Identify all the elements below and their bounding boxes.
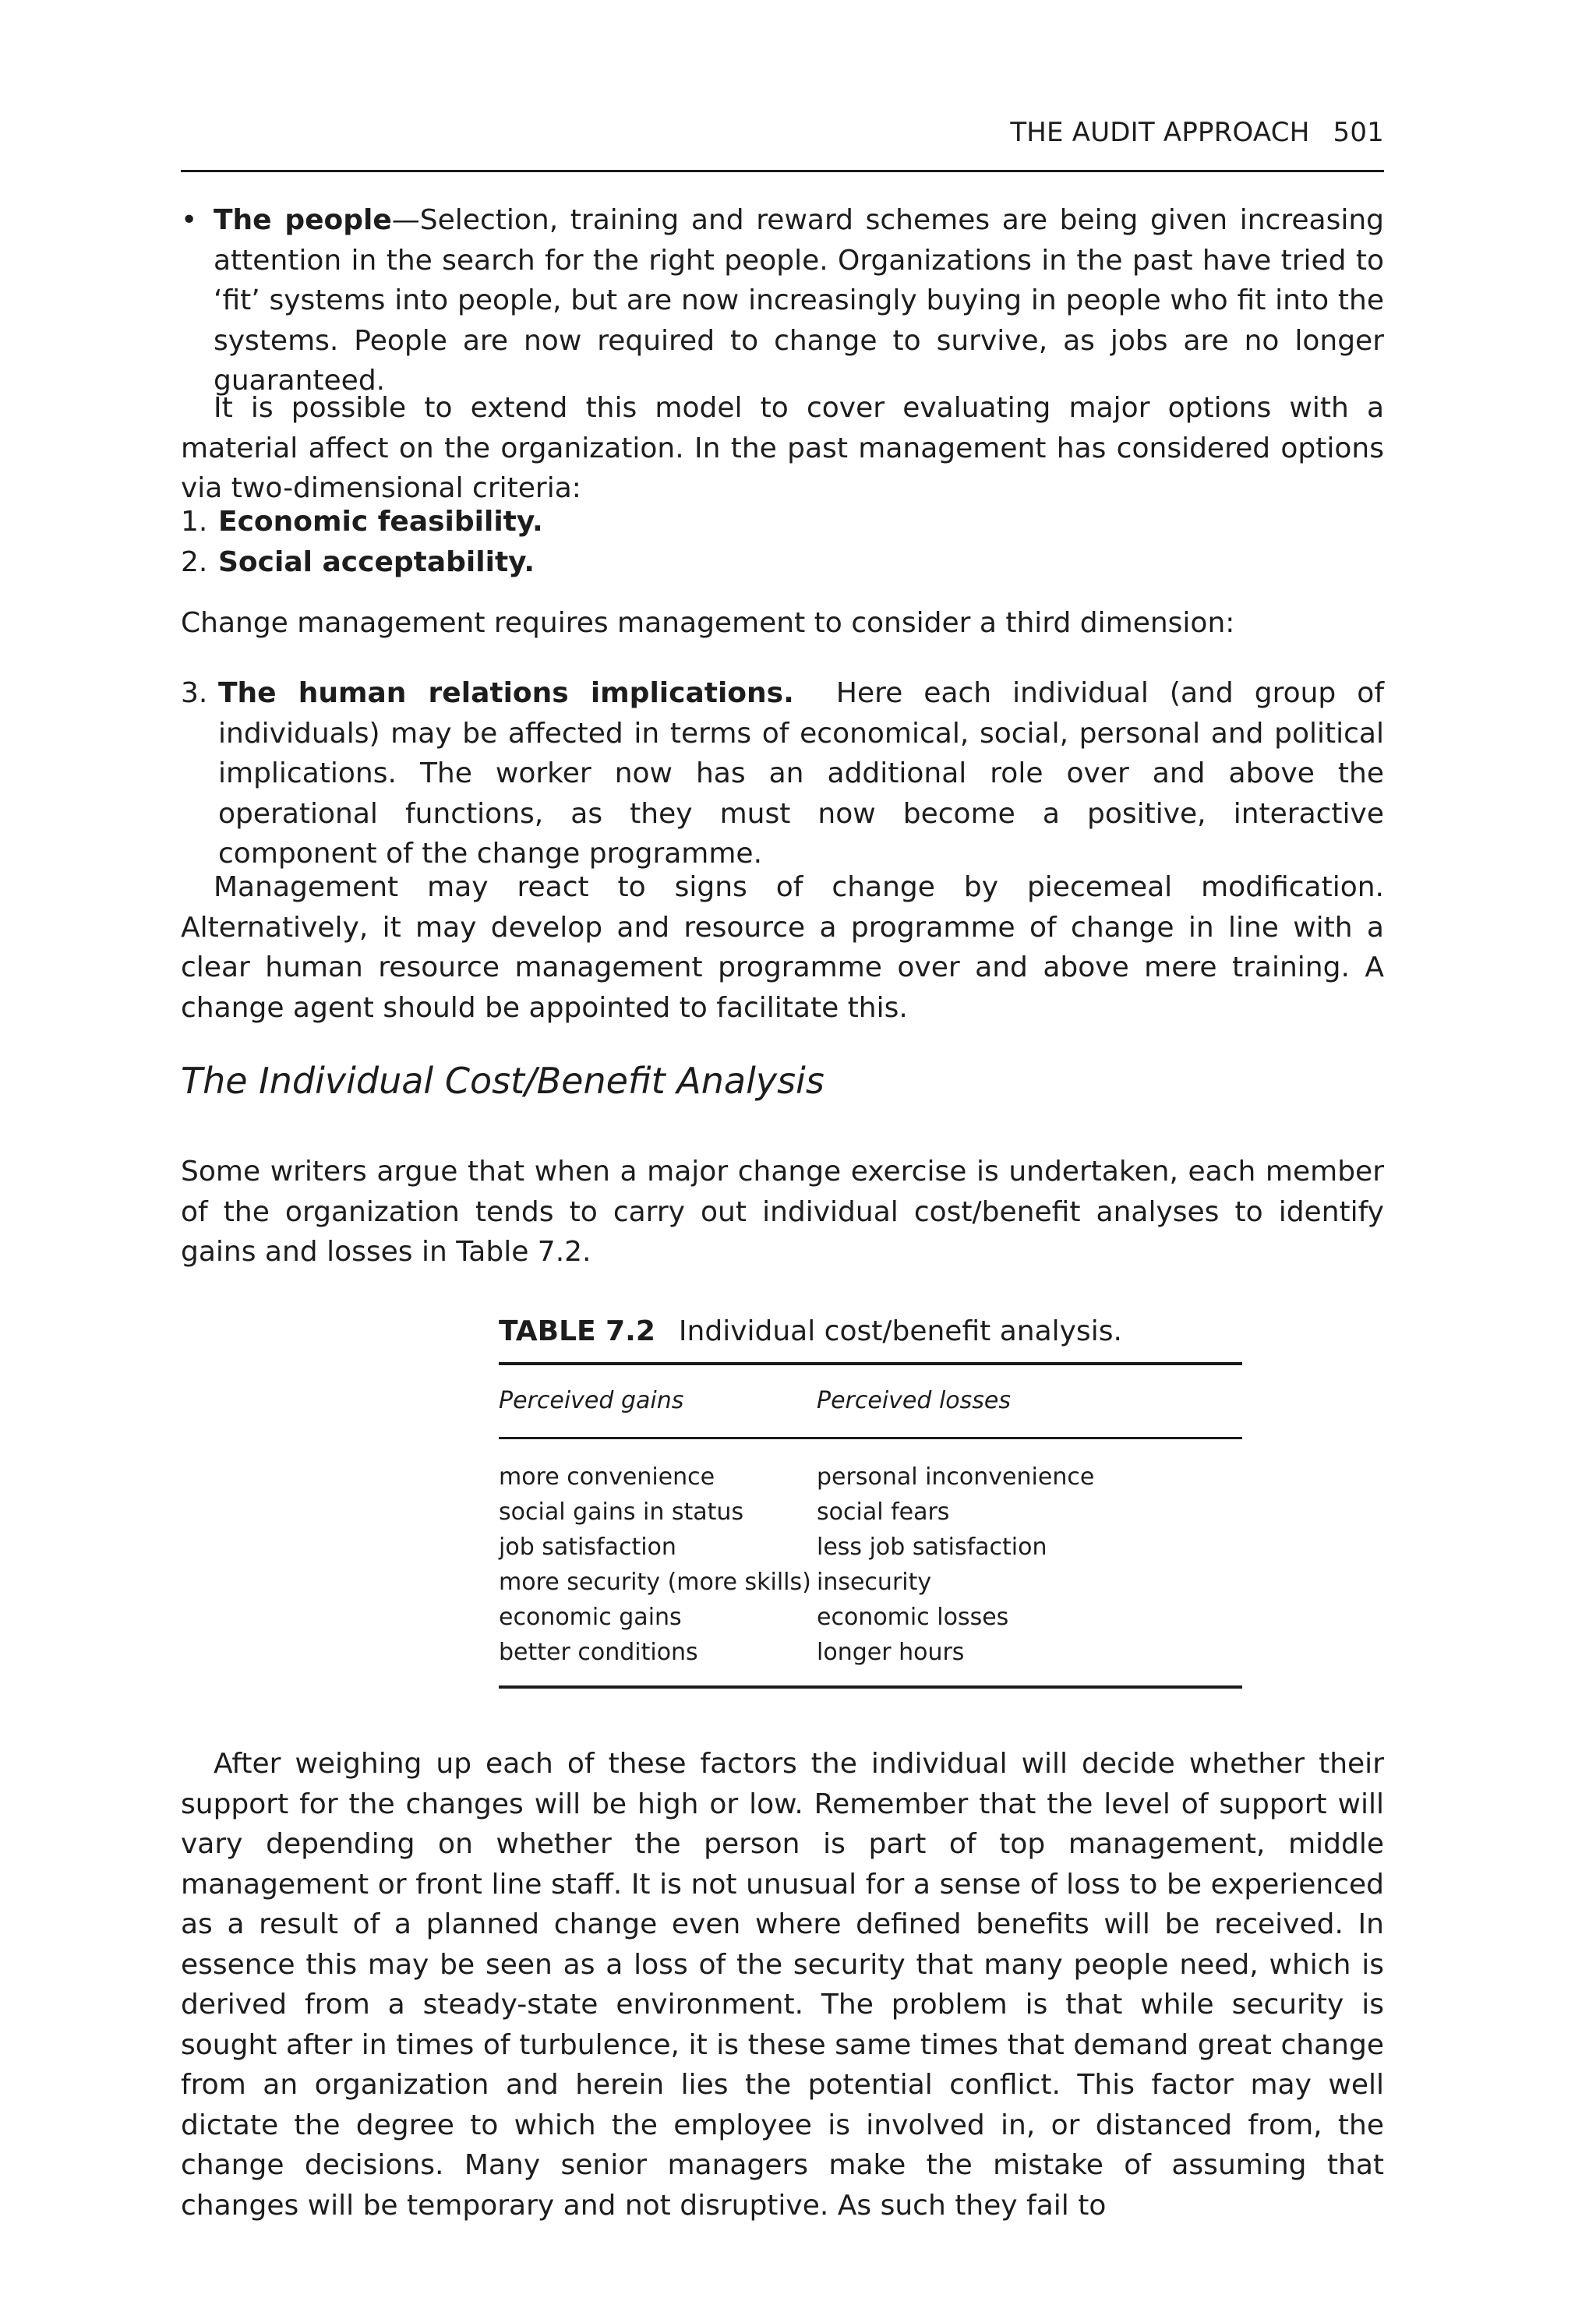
running-header xyxy=(181,117,1384,172)
bullet-the-people xyxy=(181,200,1384,401)
em-dash: — xyxy=(391,204,420,236)
header-title: THE AUDIT APPROACH xyxy=(1010,117,1310,148)
table-caption-text: Individual cost/benefit analysis. xyxy=(678,1315,1122,1347)
list-term: Social acceptability. xyxy=(218,546,535,578)
gain-cell: economic gains xyxy=(499,1604,682,1631)
paragraph-after-weighing: After weighing up each of these factors the individual will decide whether their support for the changes will be high or low. Remember that the level of support will vary depending on whether the person is part of top management, middle management or front line staff. It is not unusual for a sense of loss to be experienced as a result of a planned change even where defined benefits will be received. In essence this may be seen as a loss of the security that many people need, which is derived from a steady-state environment. The problem is that while security is sought after in times of turbulence, it is these same times that demand great change from an organization and herein lies the potential conflict. This factor may well dictate the degree to which the employee is involved in, or distanced from, the change decisions. Many senior managers make the mistake of assuming that changes will be temporary and not disruptive. As such they fail to xyxy=(181,1748,1384,2222)
loss-cell: insecurity xyxy=(817,1569,932,1596)
list-term: Economic feasibility. xyxy=(218,506,543,538)
gain-cell: more convenience xyxy=(499,1463,715,1491)
list-item-social xyxy=(181,542,1384,583)
bullet-term: The people xyxy=(214,204,392,236)
table-bottom-rule xyxy=(499,1685,1242,1689)
list-item-economic xyxy=(181,502,1384,542)
gain-cell: more security (more skills) xyxy=(499,1569,811,1596)
table-caption xyxy=(499,1315,1242,1362)
paragraph-some-writers: Some writers argue that when a major change exercise is undertaken, each member of the organization tends to carry out individual cost/benefit analyses to identify gains and losses in Table 7.2. xyxy=(181,1156,1384,1268)
table-7-2 xyxy=(499,1315,1242,1689)
list-number: 1. xyxy=(181,506,208,538)
section-heading: The Individual Cost/Benefit Analysis xyxy=(181,1060,824,1102)
list-number: 2. xyxy=(181,546,208,578)
cost-benefit-table xyxy=(499,1365,1242,1437)
paragraph-management-react: Management may react to signs of change by piecemeal modification. Alternatively, it may develop and resource a programme of change in line with a clear human resource management programme over and above mere training. A change agent should be appointed to facilitate this. xyxy=(181,871,1384,1024)
list-number: 3. xyxy=(181,677,208,709)
cost-benefit-table-body xyxy=(499,1460,1242,1670)
header-losses: Perceived losses xyxy=(817,1387,1011,1414)
table-header-row xyxy=(499,1365,1242,1437)
page-number: 501 xyxy=(1333,117,1384,148)
table-row xyxy=(499,1600,1242,1635)
gain-cell: social gains in status xyxy=(499,1498,744,1526)
gain-cell: job satisfaction xyxy=(499,1534,676,1561)
loss-cell: personal inconvenience xyxy=(817,1463,1095,1491)
list-term: The human relations implications. xyxy=(218,677,794,709)
list-item-human-relations xyxy=(181,673,1384,874)
table-row xyxy=(499,1565,1242,1600)
table-row xyxy=(499,1495,1242,1530)
table-row xyxy=(499,1460,1242,1495)
table-row xyxy=(499,1530,1242,1565)
bullet-dot: • xyxy=(181,204,198,236)
table-row xyxy=(499,1635,1242,1670)
loss-cell: economic losses xyxy=(817,1604,1009,1631)
paragraph-extend-model: It is possible to extend this model to cover evaluating major options with a material affect on the organization. In the past management has considered options via two-dimensional criteria: xyxy=(181,392,1384,504)
gain-cell: better conditions xyxy=(499,1639,698,1666)
loss-cell: longer hours xyxy=(817,1639,965,1666)
loss-cell: less job satisfaction xyxy=(817,1534,1047,1561)
loss-cell: social fears xyxy=(817,1498,950,1526)
paragraph-third-dimension: Change management requires management to consider a third dimension: xyxy=(181,607,1235,639)
header-gains: Perceived gains xyxy=(499,1387,684,1414)
list-text: Here each individual (and group of individuals) may be affected in terms of economical, social, personal and political implications. The worker now has an additional role over and above the operational functions, as they must now become a positive, interactive component of the change programme. xyxy=(218,677,1385,870)
bullet-text: Selection, training and reward schemes are being given increasing attention in the search for the right people. Organizations in the past have tried to ‘fit’ systems into people, but are now increasingly buying in people who fit into the systems. People are now required to change to survive, as jobs are no longer guaranteed. xyxy=(214,204,1384,397)
table-label: TABLE 7.2 xyxy=(499,1315,655,1347)
